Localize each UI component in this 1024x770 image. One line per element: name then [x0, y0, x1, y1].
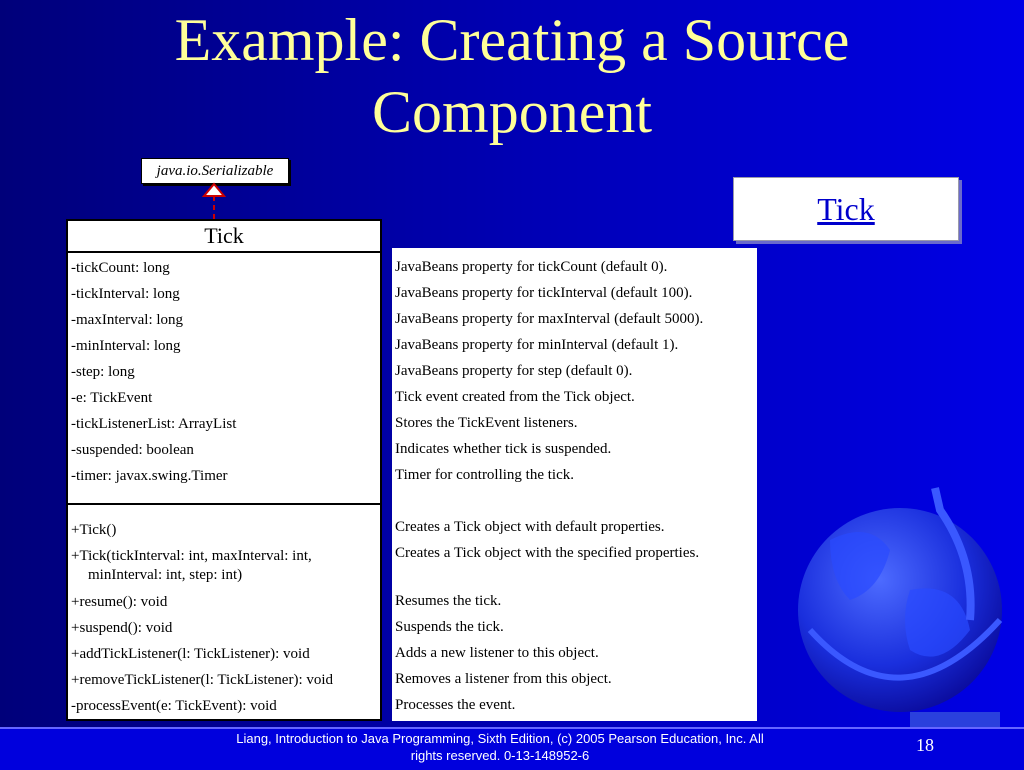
method-description: Creates a Tick object with the specified properties. — [395, 545, 700, 561]
method-description: Resumes the tick. — [395, 593, 502, 609]
uml-field: -step: long — [71, 364, 135, 380]
field-description: Stores the TickEvent listeners. — [395, 415, 578, 431]
field-description: Indicates whether tick is suspended. — [395, 441, 612, 457]
uml-method: +suspend(): void — [71, 620, 173, 636]
description-panel — [392, 248, 757, 721]
implements-arrow-icon — [200, 182, 228, 220]
field-description: JavaBeans property for minInterval (default 1). — [395, 337, 679, 353]
footer-line-2: rights reserved. 0-13-148952-6 — [410, 748, 590, 763]
uml-method: +addTickListener(l: TickListener): void — [71, 646, 310, 662]
uml-field: -tickInterval: long — [71, 286, 180, 302]
title-line-1: Example: Creating a Source — [174, 7, 850, 73]
field-description: JavaBeans property for tickCount (default 0). — [395, 259, 668, 275]
uml-fields — [68, 253, 380, 505]
field-description: Tick event created from the Tick object. — [395, 389, 635, 405]
uml-field: -maxInterval: long — [71, 312, 184, 328]
uml-field: -tickCount: long — [71, 260, 170, 276]
method-description: Creates a Tick object with default properties. — [395, 519, 665, 535]
method-description: Processes the event. — [395, 697, 516, 713]
uml-method: +Tick() — [71, 522, 117, 538]
method-description: Removes a listener from this object. — [395, 671, 612, 687]
tick-link-box[interactable] — [733, 177, 959, 241]
uml-method: minInterval: int, step: int) — [88, 567, 243, 583]
field-description: Timer for controlling the tick. — [395, 467, 575, 483]
field-description: JavaBeans property for maxInterval (default 5000). — [395, 311, 704, 327]
footer-copyright — [200, 729, 800, 764]
page-number: 18 — [916, 735, 934, 755]
method-description: Suspends the tick. — [395, 619, 504, 635]
slide-title — [0, 4, 1024, 148]
uml-class-name: Tick — [68, 221, 380, 253]
interface-box: java.io.Serializable — [141, 158, 289, 184]
field-description: JavaBeans property for tickInterval (default 100). — [395, 285, 693, 301]
uml-field: -minInterval: long — [71, 338, 181, 354]
title-line-2: Component — [372, 79, 652, 145]
uml-method: +resume(): void — [71, 594, 168, 610]
uml-field: -tickListenerList: ArrayList — [71, 416, 237, 432]
tick-link[interactable]: Tick — [817, 191, 875, 227]
uml-field: -timer: javax.swing.Timer — [71, 468, 228, 484]
globe-icon — [770, 480, 1010, 730]
uml-field: -e: TickEvent — [71, 390, 153, 406]
uml-method: -processEvent(e: TickEvent): void — [71, 698, 277, 714]
footer-line-1: Liang, Introduction to Java Programming, Sixth Edition, (c) 2005 Pearson Education, Inc. All — [236, 731, 764, 746]
uml-class-diagram — [66, 219, 382, 721]
footer-bar — [0, 727, 1024, 770]
uml-method: +removeTickListener(l: TickListener): void — [71, 672, 334, 688]
uml-method: +Tick(tickInterval: int, maxInterval: int, — [71, 548, 312, 564]
field-description: JavaBeans property for step (default 0). — [395, 363, 633, 379]
method-description: Adds a new listener to this object. — [395, 645, 599, 661]
uml-field: -suspended: boolean — [71, 442, 194, 458]
